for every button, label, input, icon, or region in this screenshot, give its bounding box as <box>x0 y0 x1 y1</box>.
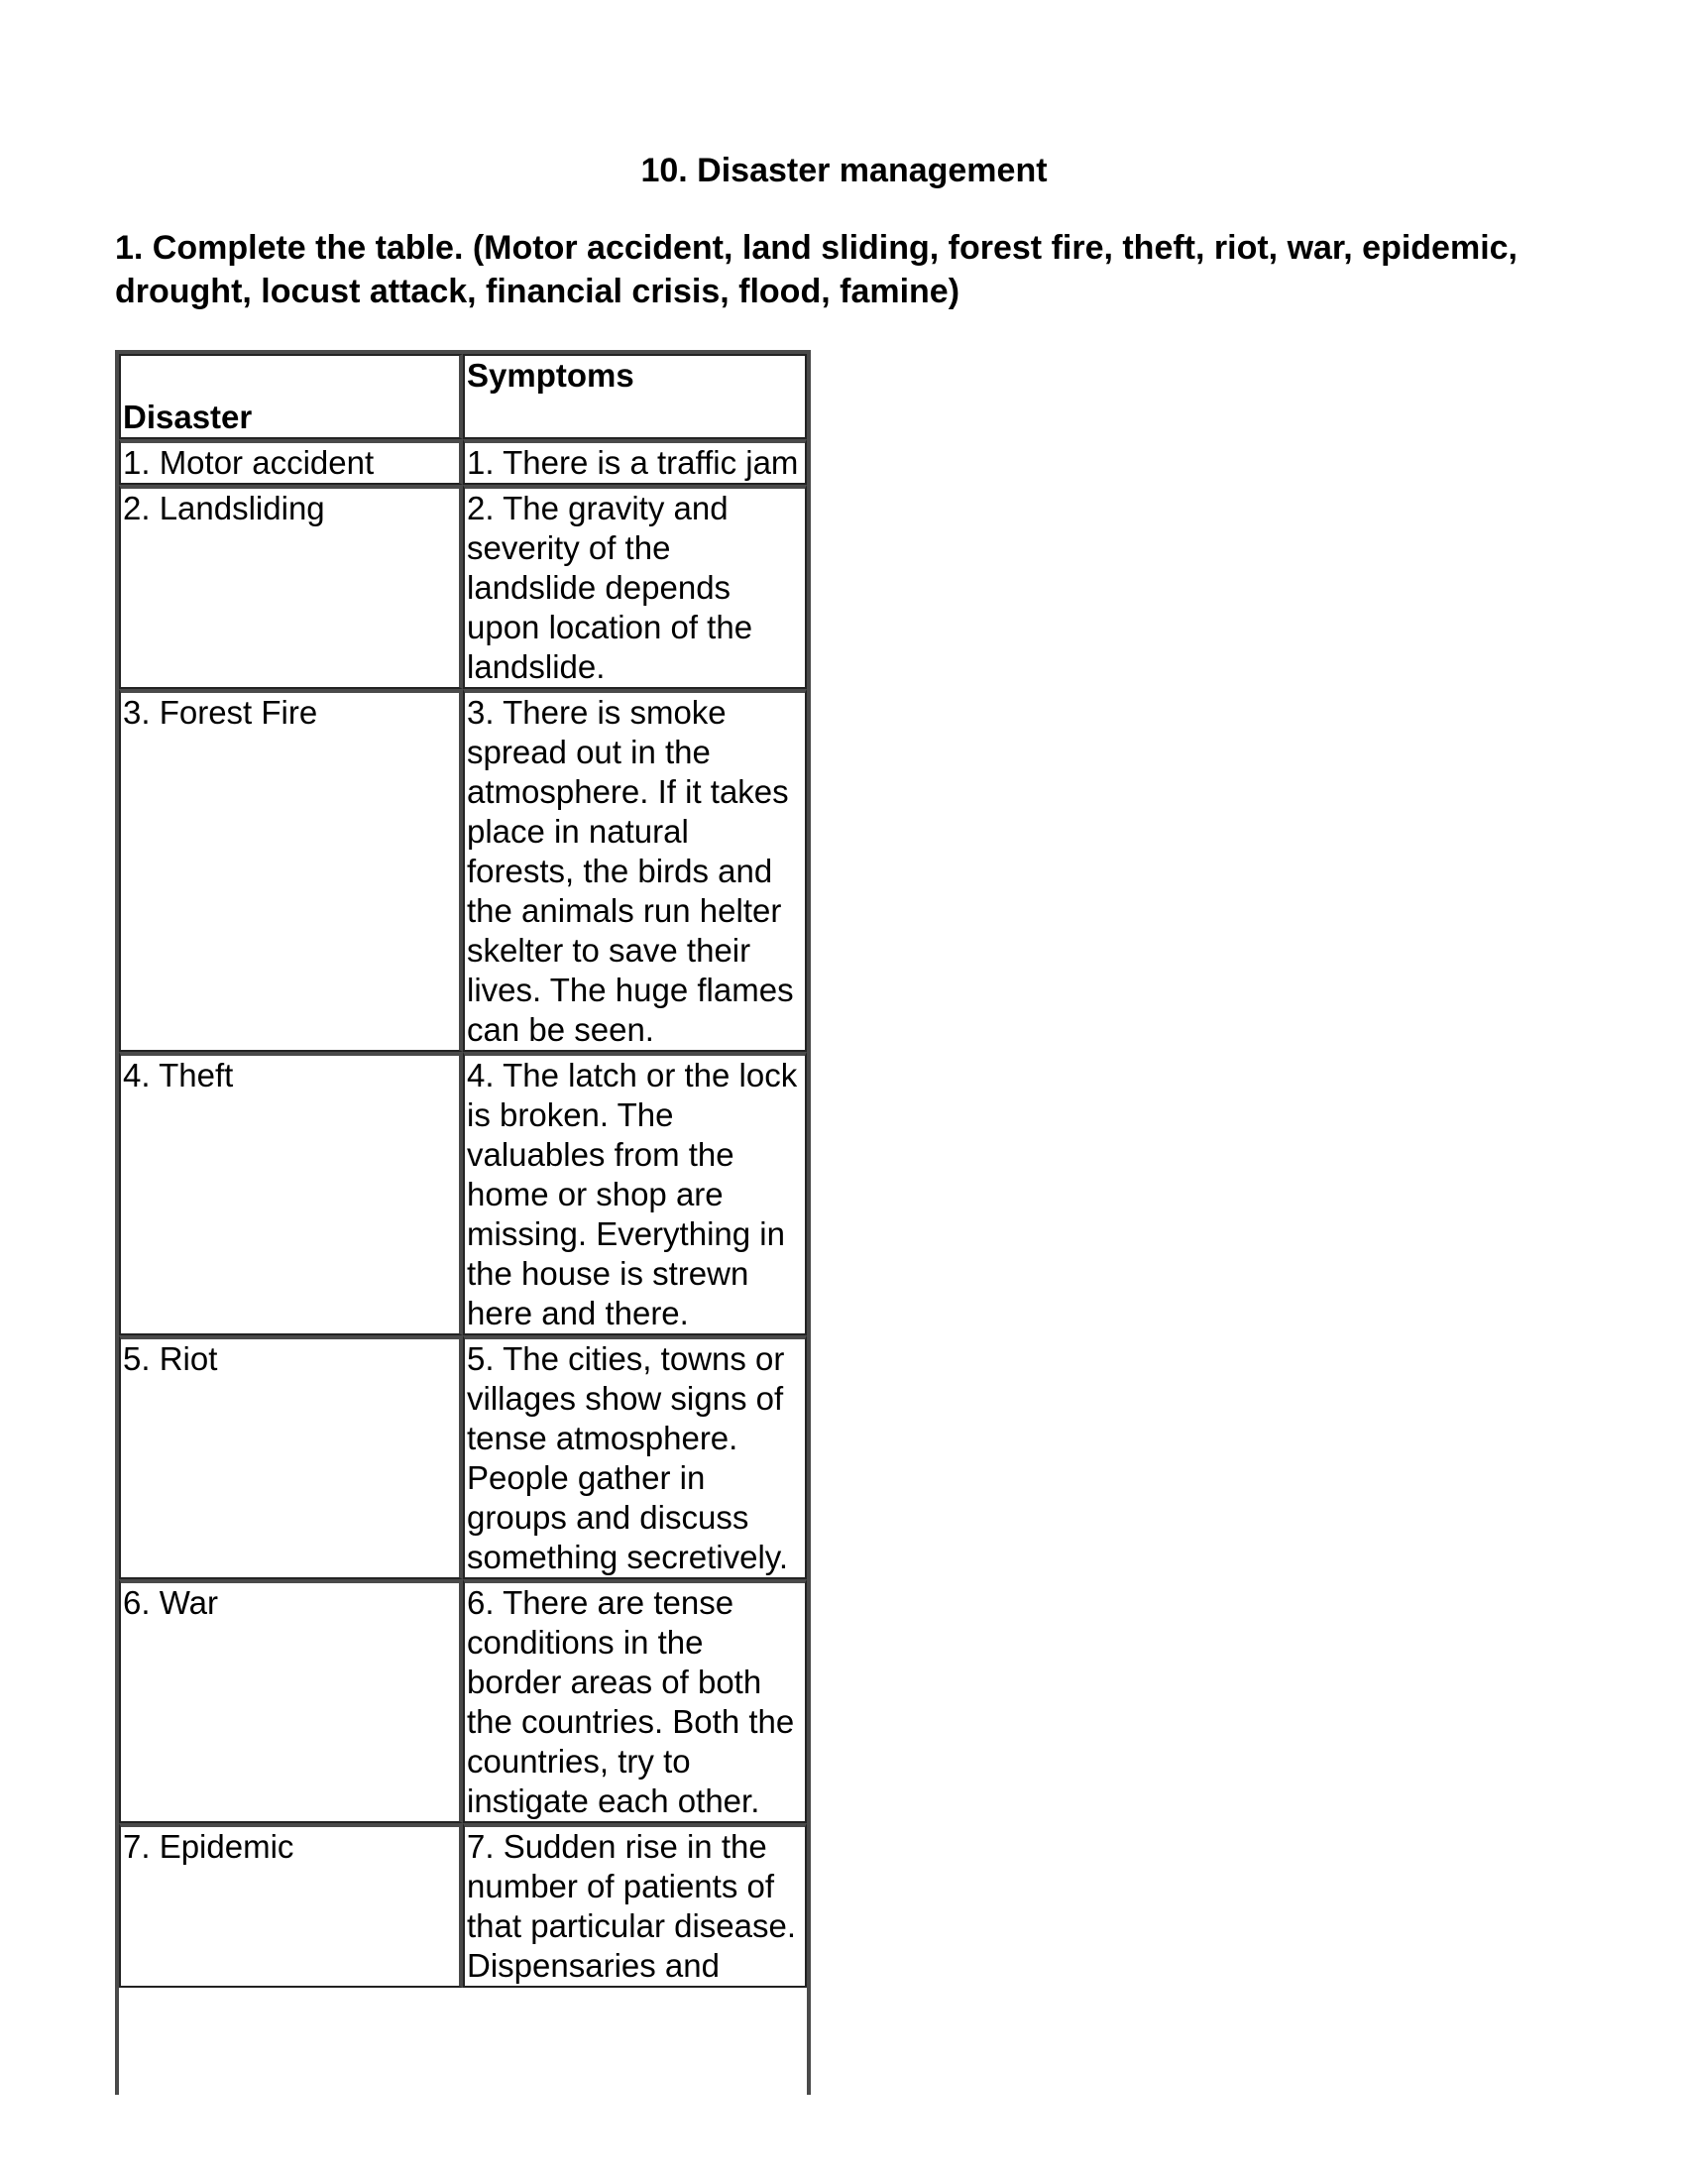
disaster-symptoms-table <box>119 354 807 1988</box>
disaster-table-container <box>115 350 811 2095</box>
symptom-cell: 5. The cities, towns or villages show signs of tense atmosphere. People gather in groups and discuss something secretively. <box>463 1335 807 1579</box>
disaster-cell: 6. War <box>119 1579 463 1823</box>
table-row <box>119 1823 807 1988</box>
question-text: 1. Complete the table. (Motor accident, land sliding, forest fire, theft, riot, war, epidemic, drought, locust attack, financial crisis, flood, famine) <box>115 229 1519 310</box>
table-row <box>119 485 807 689</box>
table-row <box>119 689 807 1052</box>
header-symptoms: Symptoms <box>463 354 807 439</box>
symptom-cell: 6. There are tense conditions in the border areas of both the countries. Both the countries, try to instigate each other. <box>463 1579 807 1823</box>
symptom-cell: 2. The gravity and severity of the landslide depends upon location of the landslide. <box>463 485 807 689</box>
table-row <box>119 1579 807 1823</box>
disaster-cell: 1. Motor accident <box>119 439 463 485</box>
table-row <box>119 1335 807 1579</box>
disaster-cell: 5. Riot <box>119 1335 463 1579</box>
disaster-cell: 3. Forest Fire <box>119 689 463 1052</box>
table-header-row <box>119 354 807 439</box>
symptom-cell: 1. There is a traffic jam <box>463 439 807 485</box>
symptom-cell: 7. Sudden rise in the number of patients of that particular disease. Dispensaries and <box>463 1823 807 1988</box>
symptom-cell: 3. There is smoke spread out in the atmosphere. If it takes place in natural forests, the birds and the animals run helter skelter to save their lives. The huge flames can be seen. <box>463 689 807 1052</box>
disaster-cell: 2. Landsliding <box>119 485 463 689</box>
disaster-cell: 7. Epidemic <box>119 1823 463 1988</box>
symptom-cell: 4. The latch or the lock is broken. The valuables from the home or shop are missing. Everything in the house is strewn here and there. <box>463 1052 807 1335</box>
header-disaster: Disaster <box>119 354 463 439</box>
table-row <box>119 439 807 485</box>
table-row <box>119 1052 807 1335</box>
disaster-cell: 4. Theft <box>119 1052 463 1335</box>
page-title: 10. Disaster management <box>640 152 1048 189</box>
